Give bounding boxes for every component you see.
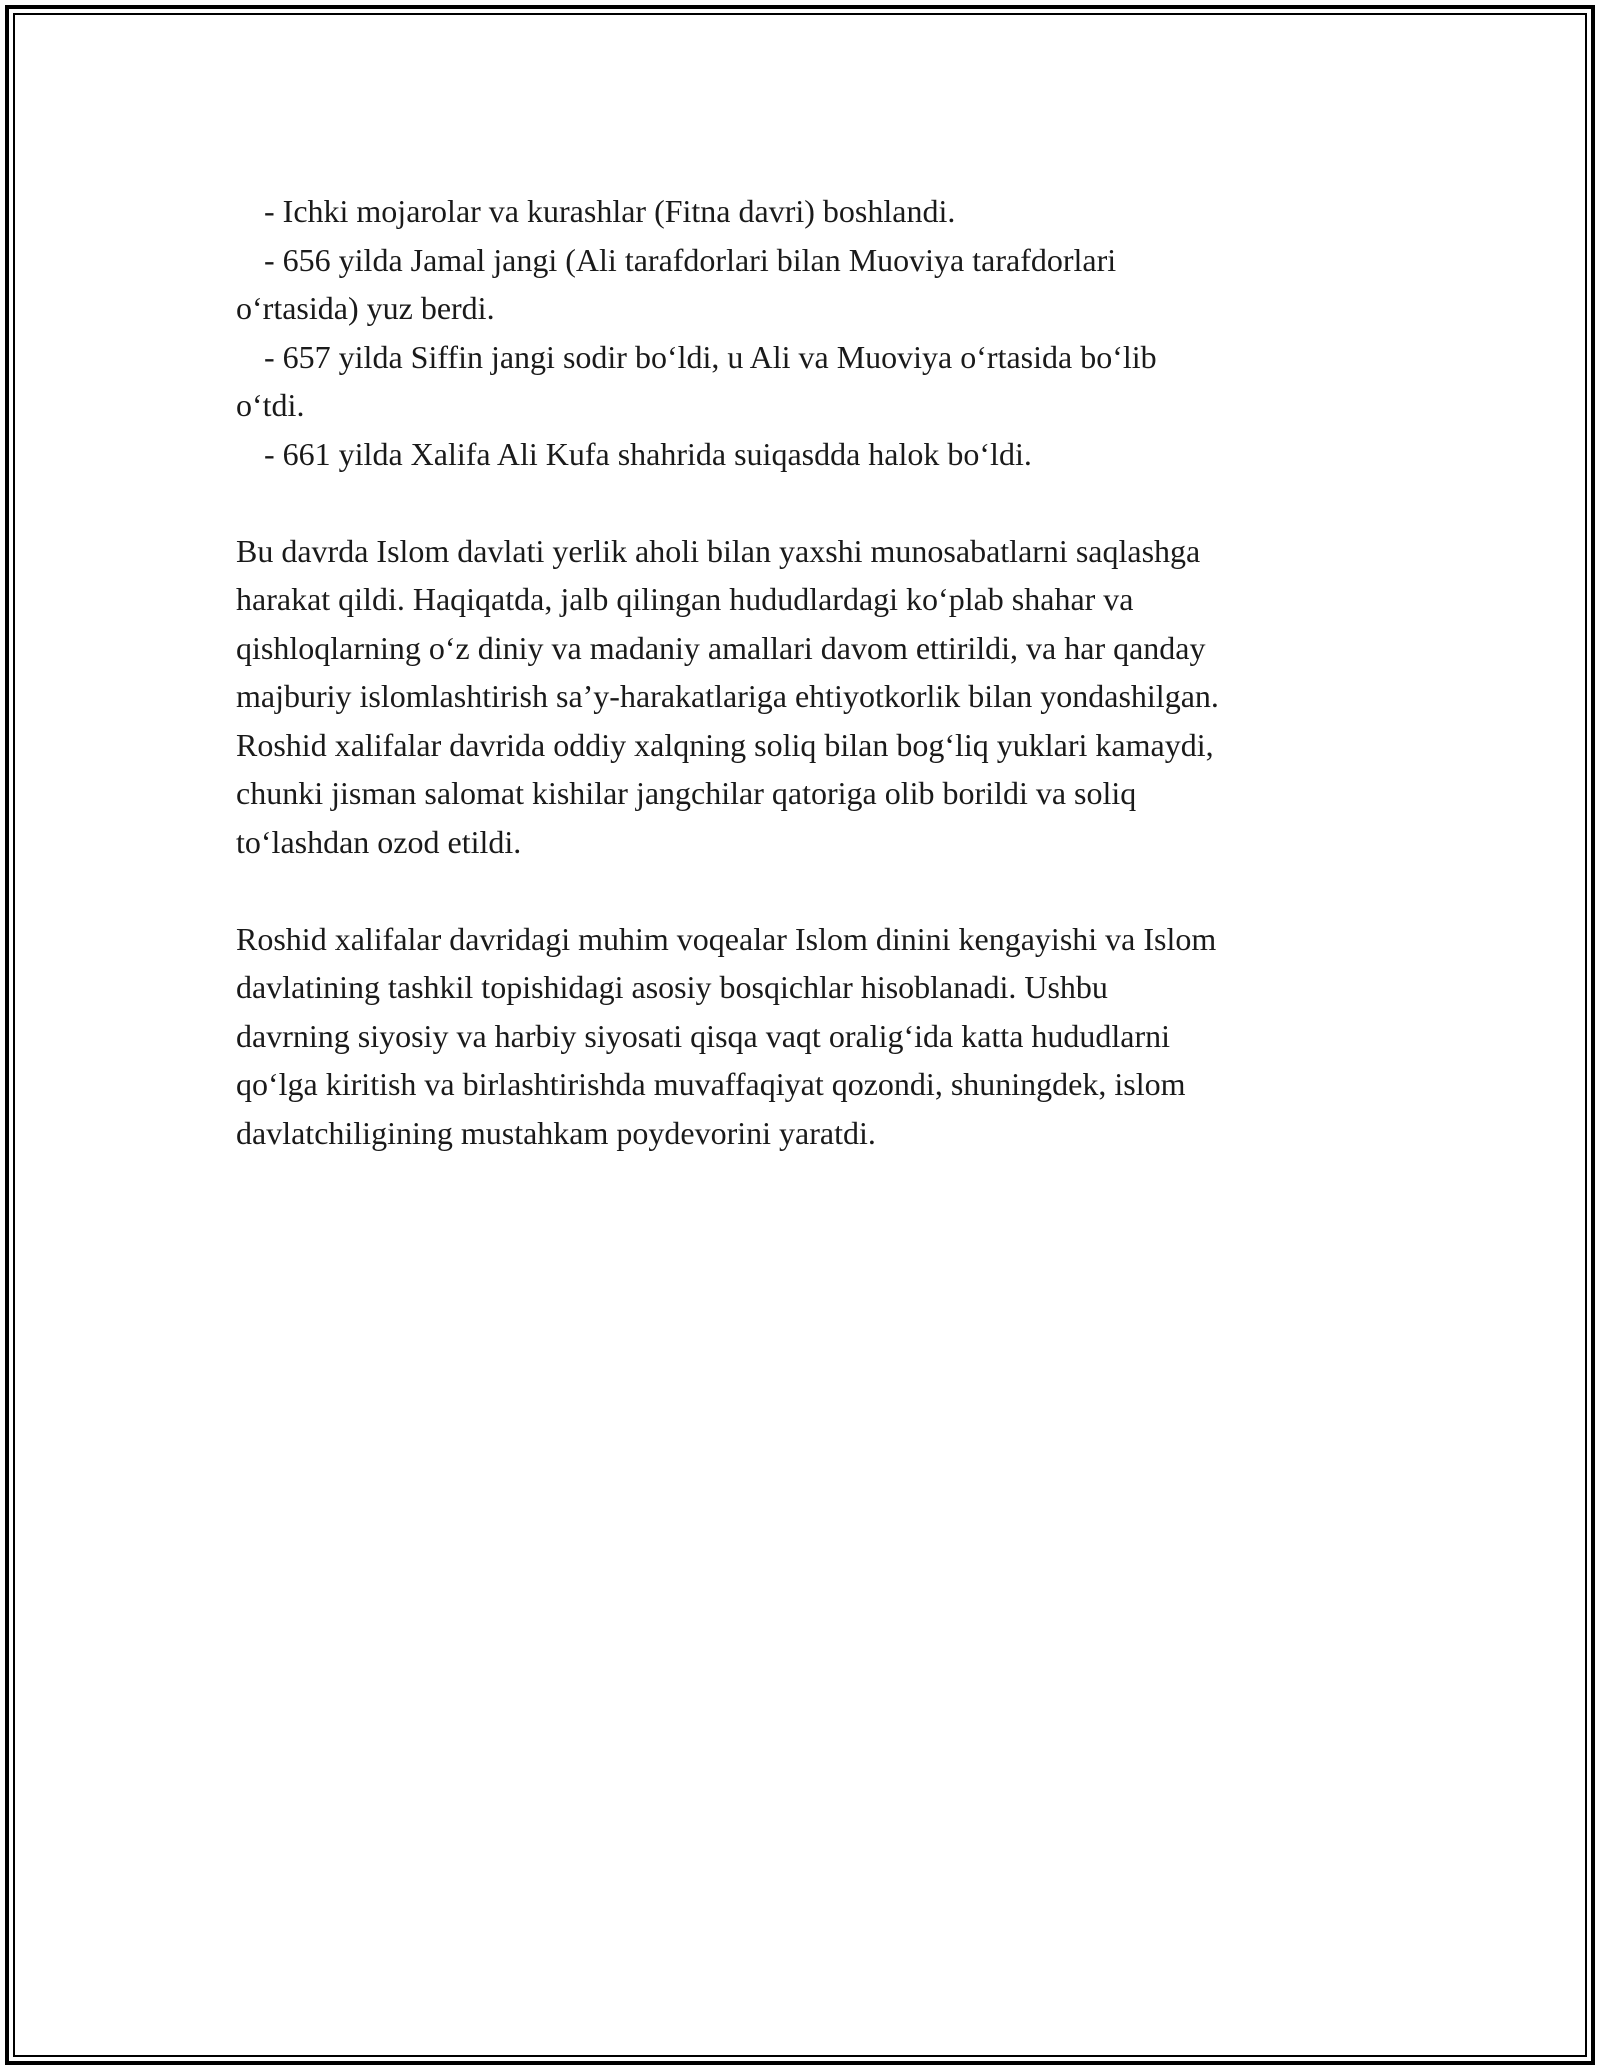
events-list — [236, 187, 1376, 478]
paragraph-line: majburiy islomlashtirish sa’y-harakatlariga ehtiyotkorlik bilan yondashilgan. — [236, 678, 1219, 714]
paragraph-line: to‘lashdan ozod etildi. — [236, 823, 522, 860]
paragraph-line: chunki jisman salomat kishilar jangchilar qatoriga olib borildi va soliq — [236, 775, 1137, 811]
list-item: - Ichki mojarolar va kurashlar (Fitna davri) boshlandi. — [264, 193, 956, 229]
paragraph-line: Roshid xalifalar davridagi muhim voqealar Islom dinini kengayishi va Islom — [236, 920, 1217, 957]
paragraph-line: davrning siyosiy va harbiy siyosati qisqa vaqt oralig‘ida katta hududlarni — [236, 1017, 1171, 1054]
paragraph-line: harakat qildi. Haqiqatda, jalb qilingan hududlardagi ko‘plab shahar va — [236, 581, 1134, 617]
paragraph-line: Bu davrda Islom davlati yerlik aholi bilan yaxshi munosabatlarni saqlashga — [236, 532, 1201, 569]
paragraph-1 — [236, 527, 1376, 867]
paragraph-line: davlatchiligining mustahkam poydevorini yaratdi. — [236, 1114, 876, 1151]
document-body — [236, 187, 1376, 1157]
paragraph-2 — [236, 915, 1376, 1158]
paragraph-line: qo‘lga kiritish va birlashtirishda muvaffaqiyat qozondi, shuningdek, islom — [236, 1066, 1186, 1102]
list-item: - 656 yilda Jamal jangi (Ali tarafdorlari bilan Muoviya tarafdorlari — [264, 241, 1117, 278]
list-item: - 657 yilda Siffin jangi sodir bo‘ldi, u Ali va Muoviya o‘rtasida bo‘lib — [264, 338, 1157, 375]
paragraph-line: qishloqlarning o‘z diniy va madaniy amallari davom ettirildi, va har qanday — [236, 629, 1206, 666]
paragraph-line: davlatining tashkil topishidagi asosiy bosqichlar hisoblanadi. Ushbu — [236, 969, 1108, 1005]
list-item-continuation: o‘tdi. — [236, 387, 305, 423]
list-item: - 661 yilda Xalifa Ali Kufa shahrida suiqasdda halok bo‘ldi. — [264, 435, 1032, 472]
paragraph-line: Roshid xalifalar davrida oddiy xalqning soliq bilan bog‘liq yuklari kamaydi, — [236, 726, 1214, 763]
list-item-continuation: o‘rtasida) yuz berdi. — [236, 290, 495, 326]
